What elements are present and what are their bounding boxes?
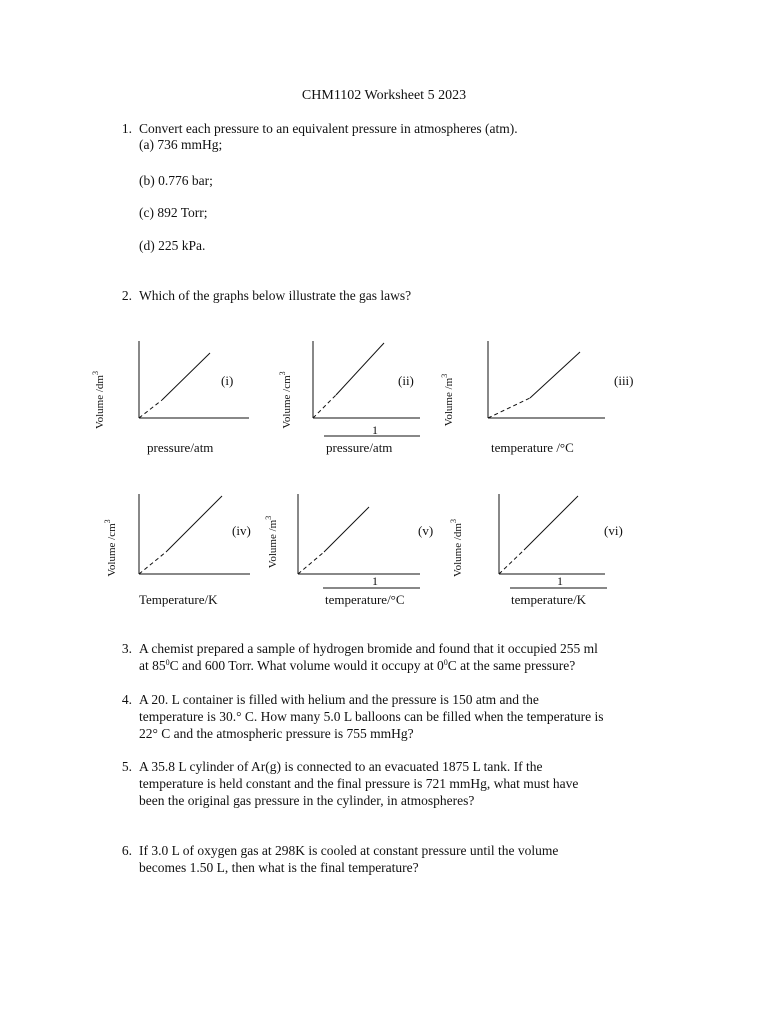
graph-x-axis-label: temperature /°C xyxy=(491,440,574,455)
superscript: 3 xyxy=(440,373,449,378)
graph-extrapolation-line xyxy=(313,395,336,418)
graph-label: (v) xyxy=(418,523,434,538)
question-number: 3. xyxy=(121,641,132,656)
graph-label: (vi) xyxy=(604,523,623,538)
axis-label-text: Volume /cm xyxy=(106,523,118,577)
axis-label-text: Volume /m xyxy=(267,519,279,569)
graph-x-axis-label: pressure/atm xyxy=(326,440,393,455)
question-number: 1. xyxy=(121,121,132,136)
graph-extrapolation-line xyxy=(139,400,162,418)
graph-data-line xyxy=(324,507,369,552)
question-number: 5. xyxy=(121,759,132,774)
question-number: 2. xyxy=(121,288,132,303)
graph-x-axis-label: Temperature/K xyxy=(139,592,218,607)
axis-label-text: Volume /cm xyxy=(281,375,293,429)
axis-label-text: Volume /dm xyxy=(94,375,106,429)
graph-extrapolation-line xyxy=(488,398,530,418)
question-line: A chemist prepared a sample of hydrogen bromide and found that it occupied 255 ml xyxy=(139,641,598,656)
superscript: 3 xyxy=(449,519,458,524)
question-text: C at the same pressure? xyxy=(447,658,576,673)
question-number: 6. xyxy=(121,843,132,858)
question-part-d: (d) 225 kPa. xyxy=(139,238,206,253)
graph-label: (iii) xyxy=(614,373,634,388)
axis-label-text: Volume /m xyxy=(443,377,455,427)
graph-data-line xyxy=(524,496,578,550)
graph-label: (ii) xyxy=(398,373,414,388)
fraction-numerator: 1 xyxy=(372,574,378,588)
worksheet-title: CHM1102 Worksheet 5 2023 xyxy=(301,88,467,103)
question-part-c: (c) 892 Torr; xyxy=(139,205,208,220)
graph-data-line xyxy=(530,352,580,398)
superscript: 0 xyxy=(443,658,448,667)
question-part-b: (b) 0.776 bar; xyxy=(139,173,213,188)
graph-y-axis-label xyxy=(278,371,293,429)
graph-y-axis-label xyxy=(264,515,279,569)
graph-y-axis-label xyxy=(440,373,455,427)
graph-x-axis-label: pressure/atm xyxy=(147,440,214,455)
question-number: 4. xyxy=(121,692,132,707)
question-prompt: Convert each pressure to an equivalent pressure in atmospheres (atm). xyxy=(139,121,518,136)
graph-y-axis-label xyxy=(449,519,464,577)
question-text: C and 600 Torr. What volume would it occupy at 0 xyxy=(169,658,444,673)
graph-data-line xyxy=(166,496,222,552)
question-line: 22° C and the atmospheric pressure is 755 mmHg? xyxy=(139,726,414,741)
superscript: 3 xyxy=(264,515,273,520)
superscript: 3 xyxy=(91,371,100,376)
fraction-numerator: 1 xyxy=(557,574,563,588)
graph-data-line xyxy=(162,353,210,400)
graph-y-axis-label xyxy=(91,371,106,429)
superscript: 3 xyxy=(103,519,112,524)
question-part-a: (a) 736 mmHg; xyxy=(139,137,223,152)
question-line: If 3.0 L of oxygen gas at 298K is cooled at constant pressure until the volume xyxy=(139,843,559,858)
graph-extrapolation-line xyxy=(499,550,524,574)
graph-extrapolation-line xyxy=(139,552,166,574)
graph-data-line xyxy=(336,343,384,395)
superscript: 0 xyxy=(165,658,170,667)
graph-x-axis-label: temperature/K xyxy=(511,592,587,607)
question-prompt: Which of the graphs below illustrate the gas laws? xyxy=(139,288,412,303)
question-text: at 85 xyxy=(139,658,166,673)
question-line: been the original gas pressure in the cylinder, in atmospheres? xyxy=(139,793,475,808)
question-line: A 20. L container is filled with helium and the pressure is 150 atm and the xyxy=(139,692,539,707)
fraction-numerator: 1 xyxy=(372,423,378,437)
graph-y-axis-label xyxy=(103,519,118,577)
question-line xyxy=(139,658,575,674)
graph-label: (i) xyxy=(221,373,234,388)
axis-label-text: Volume /dm xyxy=(452,523,464,577)
question-line: becomes 1.50 L, then what is the final temperature? xyxy=(139,860,419,875)
graph-label: (iv) xyxy=(232,523,251,538)
superscript: 3 xyxy=(278,371,287,376)
graph-x-axis-label: temperature/°C xyxy=(325,592,405,607)
graph-extrapolation-line xyxy=(298,552,324,574)
question-line: A 35.8 L cylinder of Ar(g) is connected to an evacuated 1875 L tank. If the xyxy=(139,759,543,774)
question-line: temperature is held constant and the final pressure is 721 mmHg, what must have xyxy=(139,776,579,791)
question-line: temperature is 30.° C. How many 5.0 L balloons can be filled when the temperature is xyxy=(139,709,604,724)
